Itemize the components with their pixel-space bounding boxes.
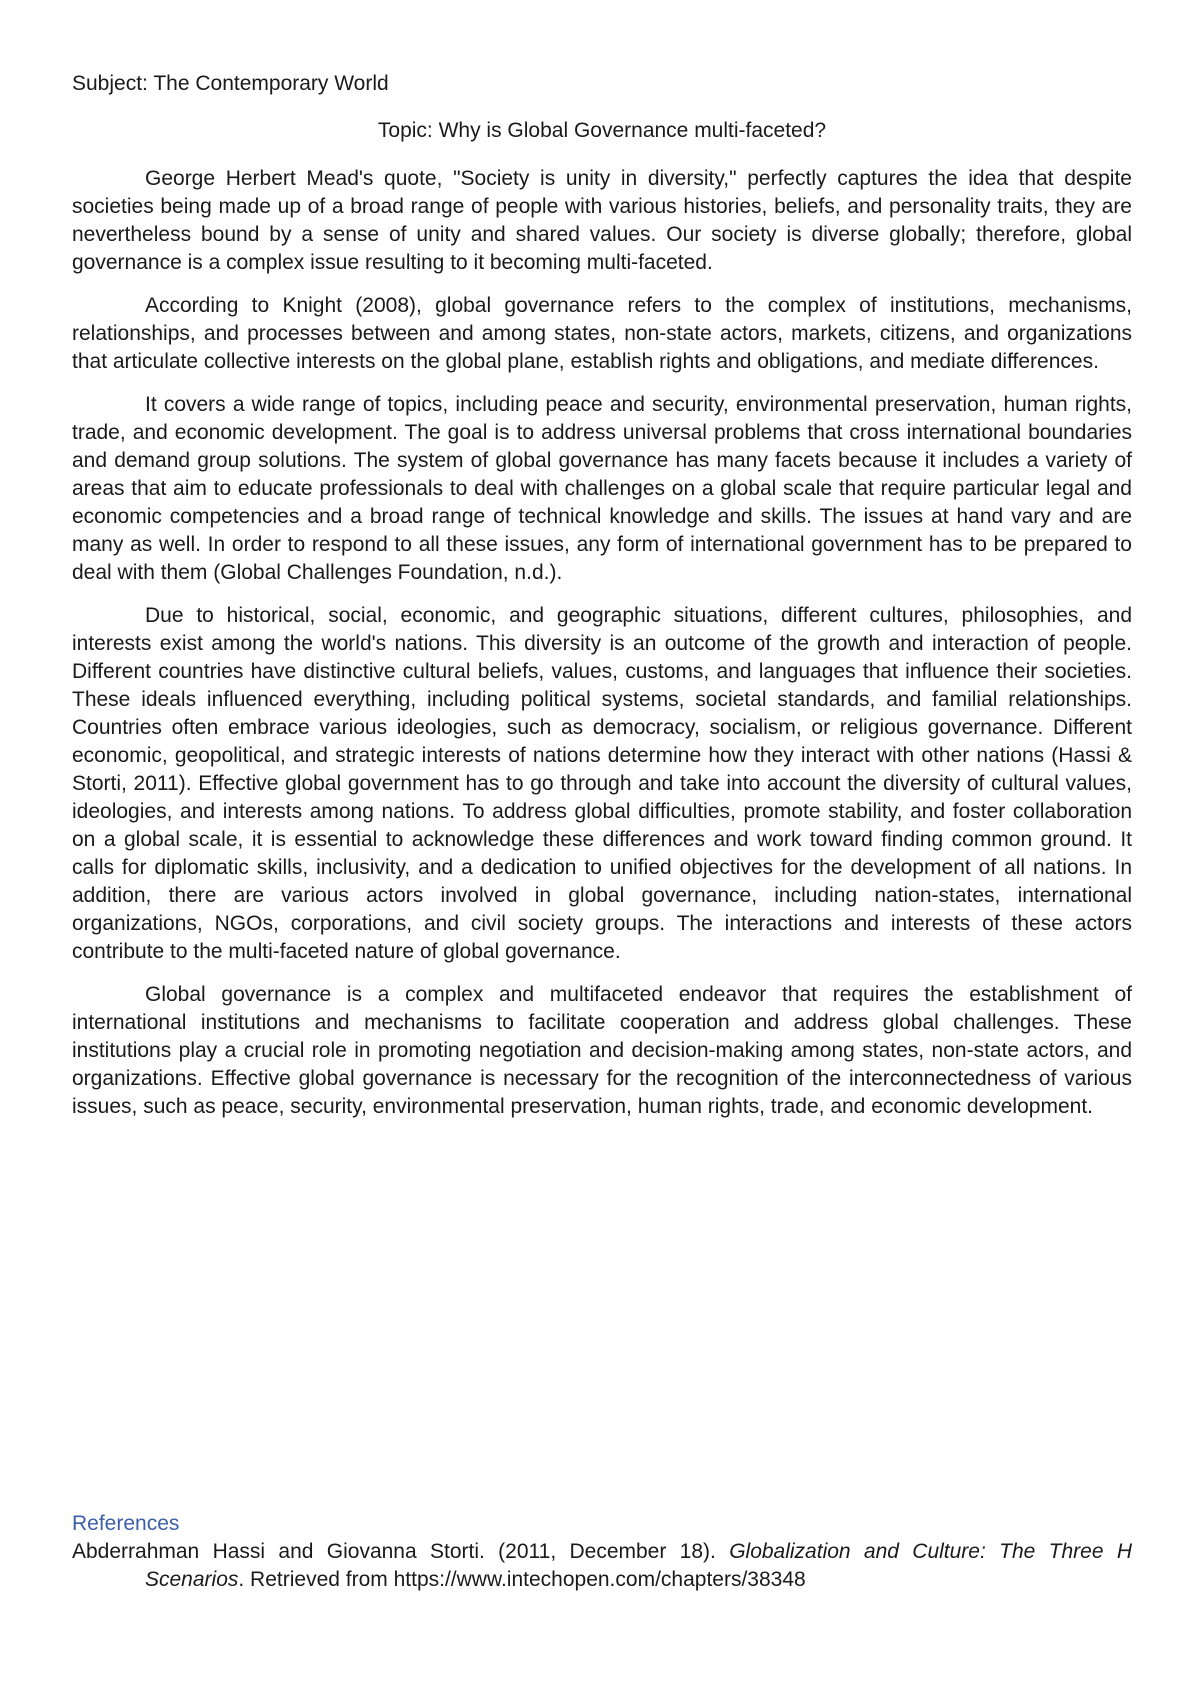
paragraph-diversity: Due to historical, social, economic, and geographic situations, different cultures, philosophies, and interests exist among the world's nations. This diversity is an outcome of the growth and interaction of people. Different countries have distinctive cultural beliefs, values, customs, and languages that influence their societies. These ideals influenced everything, including political systems, societal standards, and familial relationships. Countries often embrace various ideologies, such as democracy, socialism, or religious governance. Different economic, geopolitical, and strategic interests of nations determine how they interact with other nations (Hassi & Storti, 2011). Effective global government has to go through and take into account the diversity of cultural values, ideologies, and interests among nations. To address global difficulties, promote stability, and foster collaboration on a global scale, it is essential to acknowledge these differences and work toward finding common ground. It calls for diplomatic skills, inclusivity, and a dedication to unified objectives for the development of all nations. In addition, there are various actors involved in global governance, including nation-states, international organizations, NGOs, corporations, and civil society groups. The interactions and interests of these actors contribute to the multi-faceted nature of global governance.	[72, 604, 1132, 963]
reference-title: Globalization and Culture: The Three H Scenarios	[145, 1540, 1133, 1591]
topic-title: Topic: Why is Global Governance multi-faceted?	[377, 119, 827, 142]
paragraph-scope: It covers a wide range of topics, including peace and security, environmental preservation, human rights, trade, and economic development. The goal is to address universal problems that cross international boundaries and demand group solutions. The system of global governance has many facets because it includes a variety of areas that aim to educate professionals to deal with challenges on a global scale that require particular legal and economic competencies and a broad range of technical knowledge and skills. The issues at hand vary and are many as well. In order to respond to all these issues, any form of international government has to be prepared to deal with them (Global Challenges Foundation, n.d.).	[72, 393, 1132, 584]
reference-authors-date: Abderrahman Hassi and Giovanna Storti. (2011, December 18).	[72, 1540, 730, 1563]
reference-retrieval: . Retrieved from https://www.intechopen.com/chapters/38348	[238, 1568, 806, 1591]
references-heading: References	[72, 1512, 180, 1535]
paragraph-conclusion: Global governance is a complex and multifaceted endeavor that requires the establishment of international institutions and mechanisms to facilitate cooperation and address global challenges. These institutions play a crucial role in promoting negotiation and decision-making among states, non-state actors, and organizations. Effective global governance is necessary for the recognition of the interconnectedness of various issues, such as peace, security, environmental preservation, human rights, trade, and economic development.	[72, 983, 1132, 1118]
paragraph-intro: George Herbert Mead's quote, "Society is unity in diversity," perfectly captures the idea that despite societies being made up of a broad range of people with various histories, beliefs, and personality traits, they are nevertheless bound by a sense of unity and shared values. Our society is diverse globally; therefore, global governance is a complex issue resulting to it becoming multi-faceted.	[72, 167, 1132, 274]
subject-line: Subject: The Contemporary World	[72, 72, 389, 95]
document-body	[72, 70, 1132, 1136]
reference-entry	[72, 1538, 1132, 1594]
references-section	[72, 1510, 1132, 1594]
paragraph-definition: According to Knight (2008), global governance refers to the complex of institutions, mechanisms, relationships, and processes between and among states, non-state actors, markets, citizens, and organizations that articulate collective interests on the global plane, establish rights and obligations, and mediate differences.	[72, 294, 1132, 373]
